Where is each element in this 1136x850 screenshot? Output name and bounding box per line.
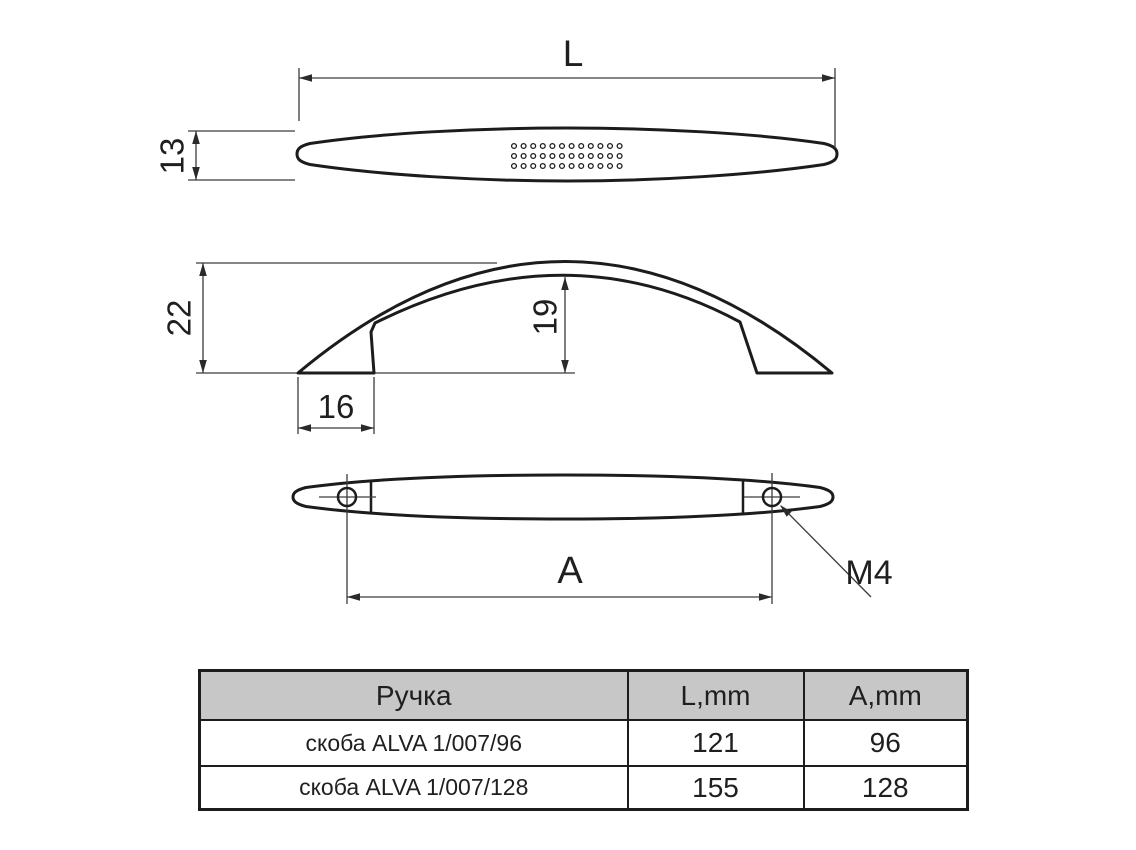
knurl-dot [531, 164, 536, 169]
knurl-dot [560, 154, 565, 159]
knurl-dot [550, 144, 555, 149]
dim-A [347, 550, 772, 601]
handle-a-value: 96 [804, 720, 968, 766]
dim-19 [527, 277, 569, 373]
knurl-dot [540, 144, 545, 149]
knurl-dot [550, 154, 555, 159]
table-row [200, 766, 968, 810]
arrowhead [561, 360, 569, 373]
knurl-dot [617, 154, 622, 159]
knurl-dot [598, 154, 603, 159]
arrowhead [822, 74, 835, 82]
knurl-dot [512, 164, 517, 169]
knurl-dot [598, 164, 603, 169]
callout-M4-label: M4 [845, 554, 893, 592]
col-header-l-mm: L,mm [628, 671, 804, 721]
arrowhead [561, 277, 569, 290]
top-view [297, 128, 837, 181]
knurl-dot [560, 164, 565, 169]
knurl-dot [579, 164, 584, 169]
knurl-dot [608, 144, 613, 149]
arrowhead [192, 167, 200, 180]
knurl-dot [617, 144, 622, 149]
knurl-dot [569, 154, 574, 159]
knurl-dot [569, 144, 574, 149]
arrowhead [199, 263, 207, 276]
col-header-handle: Ручка [200, 671, 628, 721]
dim-22-label: 22 [160, 299, 198, 337]
dim-16-label: 16 [317, 388, 355, 425]
knurl-dot [531, 154, 536, 159]
knurl-dot [560, 144, 565, 149]
knurl-dot [588, 144, 593, 149]
dim-19-label: 19 [526, 298, 564, 336]
dim-L-label: L [562, 33, 584, 74]
handle-a-value: 128 [804, 766, 968, 810]
arrowhead [298, 424, 311, 432]
knurl-dot [550, 164, 555, 169]
dim-16 [298, 377, 374, 434]
dim-A-label: A [557, 550, 583, 592]
top-view-outline [297, 128, 837, 181]
knurl-dot [617, 164, 622, 169]
knurl-dot [531, 144, 536, 149]
arrowhead [299, 74, 312, 82]
handle-l-value: 155 [628, 766, 804, 810]
table-row [200, 720, 968, 766]
knurl-dot [540, 154, 545, 159]
arrowhead [192, 131, 200, 144]
knurl-dot [521, 144, 526, 149]
table-header-row [200, 671, 968, 721]
knurl-dot [579, 154, 584, 159]
arrowhead [759, 593, 772, 601]
spec-table [198, 669, 969, 811]
knurl-dot [521, 164, 526, 169]
dim-13-label: 13 [153, 137, 191, 175]
handle-name: скоба ALVA 1/007/128 [200, 766, 628, 810]
dim-13 [154, 131, 295, 180]
arrowhead [199, 360, 207, 373]
knurl-dot [588, 154, 593, 159]
arrowhead [361, 424, 374, 432]
knurl-dot [569, 164, 574, 169]
side-view [196, 262, 832, 374]
knurl-dot [588, 164, 593, 169]
handle-name: скоба ALVA 1/007/96 [200, 720, 628, 766]
col-header-a-mm: A,mm [804, 671, 968, 721]
knurl-dot [608, 164, 613, 169]
knurl-dot [608, 154, 613, 159]
knurl-dot [598, 144, 603, 149]
knurl-dot [579, 144, 584, 149]
knurl-dot [512, 144, 517, 149]
handle-l-value: 121 [628, 720, 804, 766]
callout-M4 [780, 505, 893, 597]
knurl-dot [521, 154, 526, 159]
knurl-dot [540, 164, 545, 169]
arrowhead [347, 593, 360, 601]
knurl-dot [512, 154, 517, 159]
